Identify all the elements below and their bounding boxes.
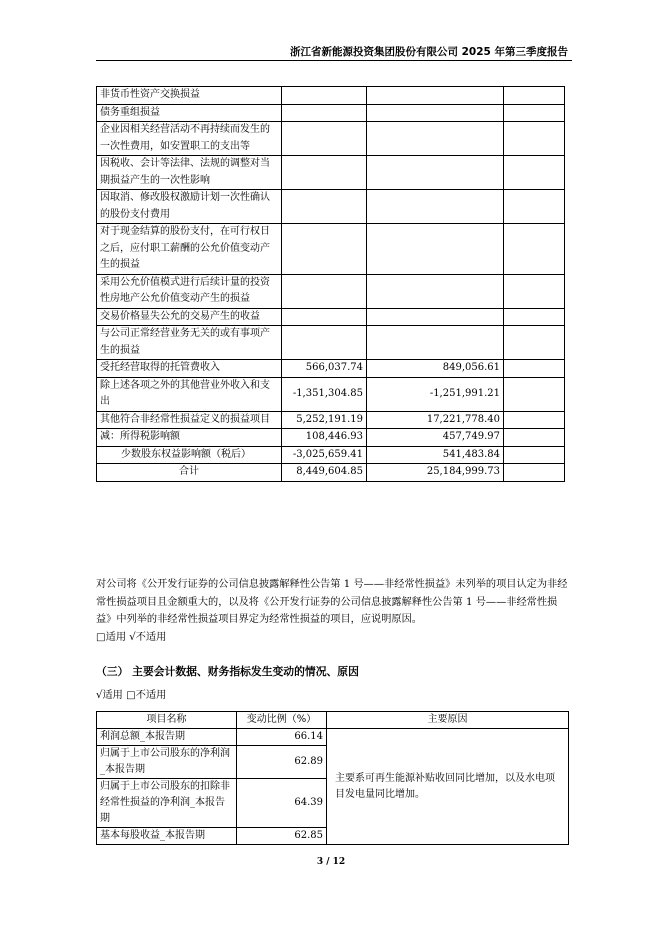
table-row — [97, 429, 565, 447]
table-row — [97, 326, 565, 360]
cell-current — [282, 156, 367, 190]
cell-current: 566,037.74 — [282, 360, 367, 378]
indicator-changes-table — [96, 711, 569, 845]
table-row — [97, 224, 565, 275]
cell-current — [282, 190, 367, 224]
cell-note — [504, 87, 565, 105]
cell-ytd: 457,749.97 — [367, 429, 504, 447]
cell-item: 采用公允价值模式进行后续计量的投资性房地产公允价值变动产生的损益 — [97, 274, 282, 308]
cell-current — [282, 87, 367, 105]
cell-item: 除上述各项之外的其他营业外收入和支出 — [97, 377, 282, 411]
cell-note — [504, 122, 565, 156]
table-row — [97, 156, 565, 190]
cell-current — [282, 274, 367, 308]
cell-current: 8,449,604.85 — [282, 464, 367, 482]
cell-note — [504, 446, 565, 464]
cell-name: 利润总额_本报告期 — [97, 729, 237, 746]
cell-note — [504, 224, 565, 275]
header-divider — [96, 60, 572, 61]
cell-current — [282, 122, 367, 156]
cell-item: 对于现金结算的股份支付，在可行权日之后，应付职工薪酬的公允价值变动产生的损益 — [97, 224, 282, 275]
cell-ytd: 541,483.84 — [367, 446, 504, 464]
cell-name: 归属于上市公司股东的扣除非经常性损益的净利润_本报告期 — [97, 779, 237, 828]
column-header: 主要原因 — [327, 712, 569, 729]
cell-ytd — [367, 104, 504, 122]
cell-name: 基本每股收益_本报告期 — [97, 828, 237, 845]
cell-item: 非货币性资产交换损益 — [97, 87, 282, 105]
table-row — [97, 122, 565, 156]
table-row — [97, 87, 565, 105]
cell-note — [504, 156, 565, 190]
cell-current: 5,252,191.19 — [282, 411, 367, 429]
cell-current: 108,446.93 — [282, 429, 367, 447]
cell-item: 企业因相关经营活动不再持续而发生的一次性费用，如安置职工的支出等 — [97, 122, 282, 156]
table-header-row — [97, 712, 569, 729]
cell-item: 合计 — [97, 464, 282, 482]
table-row — [97, 729, 569, 746]
cell-ytd — [367, 274, 504, 308]
cell-item: 债务重组损益 — [97, 104, 282, 122]
report-header-title: 浙江省新能源投资集团股份有限公司 2025 年第三季度报告 — [289, 46, 568, 58]
cell-current: -1,351,304.85 — [282, 377, 367, 411]
note-options: □适用 √不适用 — [96, 631, 167, 643]
cell-note — [504, 190, 565, 224]
cell-note — [504, 464, 565, 482]
cell-note — [504, 274, 565, 308]
cell-ytd — [367, 156, 504, 190]
cell-ytd — [367, 326, 504, 360]
table-row — [97, 190, 565, 224]
cell-item: 减：所得税影响额 — [97, 429, 282, 447]
cell-ytd — [367, 87, 504, 105]
column-header: 项目名称 — [97, 712, 237, 729]
table-row — [97, 411, 565, 429]
cell-current — [282, 224, 367, 275]
page-number: 3 / 12 — [316, 857, 346, 867]
cell-ratio: 62.89 — [237, 746, 327, 779]
cell-item: 受托经营取得的托管费收入 — [97, 360, 282, 378]
cell-ratio: 62.85 — [237, 828, 327, 845]
cell-current — [282, 326, 367, 360]
cell-item: 因税收、会计等法律、法规的调整对当期损益产生的一次性影响 — [97, 156, 282, 190]
cell-note — [504, 104, 565, 122]
cell-current — [282, 308, 367, 326]
cell-item: 与公司正常经营业务无关的或有事项产生的损益 — [97, 326, 282, 360]
cell-reason: 主要系可再生能源补贴收回同比增加，以及水电项目发电量同比增加。 — [327, 729, 569, 845]
cell-ytd — [367, 122, 504, 156]
cell-note — [504, 377, 565, 411]
cell-item: 因取消、修改股权激励计划一次性确认的股份支付费用 — [97, 190, 282, 224]
cell-note — [504, 326, 565, 360]
cell-item: 少数股东权益影响额（税后） — [97, 446, 282, 464]
cell-ytd: 17,221,778.40 — [367, 411, 504, 429]
cell-current — [282, 104, 367, 122]
cell-ratio: 64.39 — [237, 779, 327, 828]
cell-ratio: 66.14 — [237, 729, 327, 746]
cell-note — [504, 429, 565, 447]
section-options: √适用 □不适用 — [96, 690, 167, 701]
table-row — [97, 274, 565, 308]
table-row — [97, 446, 565, 464]
cell-ytd: -1,251,991.21 — [367, 377, 504, 411]
cell-note — [504, 308, 565, 326]
cell-ytd — [367, 190, 504, 224]
table-row — [97, 308, 565, 326]
cell-name: 归属于上市公司股东的净利润_本报告期 — [97, 746, 237, 779]
cell-item: 交易价格显失公允的交易产生的收益 — [97, 308, 282, 326]
cell-note — [504, 360, 565, 378]
cell-ytd: 849,056.61 — [367, 360, 504, 378]
explanation-note — [96, 576, 568, 646]
cell-ytd: 25,184,999.73 — [367, 464, 504, 482]
column-header: 变动比例（%） — [237, 712, 327, 729]
note-text: 对公司将《公开发行证券的公司信息披露解释性公告第 1 号——非经常性损益》未列举的项目认定为非经常性损益项目且金额重大的，以及将《公开发行证券的公司信息披露解释性公告第 1 号——非经常性损益》中列举的非经常性损益项目界定为经常性损益的项目，应说明原因。 — [96, 579, 568, 625]
section-title: （三） 主要会计数据、财务指标发生变动的情况、原因 — [96, 665, 359, 678]
table-row — [97, 464, 565, 482]
table-row — [97, 360, 565, 378]
cell-current: -3,025,659.41 — [282, 446, 367, 464]
nonrecurring-gains-table — [96, 86, 565, 482]
cell-item: 其他符合非经常性损益定义的损益项目 — [97, 411, 282, 429]
cell-ytd — [367, 224, 504, 275]
table-row — [97, 377, 565, 411]
table-row — [97, 104, 565, 122]
cell-note — [504, 411, 565, 429]
cell-ytd — [367, 308, 504, 326]
